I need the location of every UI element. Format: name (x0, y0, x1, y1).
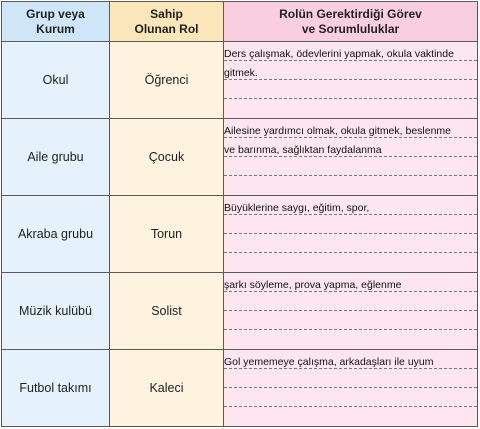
role-cell: Solist (110, 273, 224, 350)
duties-cell (224, 119, 478, 196)
group-cell: Futbol takımı (2, 350, 110, 427)
answer-line[interactable] (224, 80, 477, 99)
answer-line[interactable]: şarkı söyleme, prova yapma, eğlenme (224, 273, 477, 292)
duties-cell (224, 42, 478, 119)
group-cell: Aile grubu (2, 119, 110, 196)
role-cell: Torun (110, 196, 224, 273)
role-cell: Çocuk (110, 119, 224, 196)
header-duties-line: Rolün Gerektirdiği Görev (279, 6, 422, 21)
duties-cell (224, 273, 478, 350)
answer-line[interactable] (224, 215, 477, 234)
answer-line[interactable]: ve barınma, sağlıktan faydalanma (224, 138, 477, 157)
answer-line[interactable]: Gol yememeye çalışma, arkadaşları ile uyum (224, 350, 477, 369)
answer-line[interactable] (224, 388, 477, 407)
duties-cell (224, 196, 478, 273)
answer-line[interactable] (224, 311, 477, 330)
table-row (2, 196, 478, 273)
answer-line[interactable] (224, 234, 477, 253)
answer-line[interactable] (224, 292, 477, 311)
answer-line[interactable] (224, 157, 477, 176)
header-role (110, 2, 224, 42)
answer-line[interactable]: gitmek. (224, 61, 477, 80)
header-group-line: Kurum (36, 21, 75, 36)
table-row (2, 350, 478, 427)
header-row (2, 2, 478, 42)
table-row (2, 273, 478, 350)
roles-table (1, 1, 478, 427)
header-role-line: Olunan Rol (134, 21, 199, 36)
header-group-line: Grup veya (26, 6, 85, 21)
group-cell: Müzik kulübü (2, 273, 110, 350)
table-row (2, 119, 478, 196)
header-duties-line: ve Sorumluluklar (301, 21, 400, 36)
group-cell: Okul (2, 42, 110, 119)
answer-line[interactable]: Ders çalışmak, ödevlerini yapmak, okula vaktinde (224, 42, 477, 61)
header-group (2, 2, 110, 42)
header-duties (224, 2, 478, 42)
header-role-line: Sahip (150, 6, 183, 21)
role-cell: Kaleci (110, 350, 224, 427)
table-row (2, 42, 478, 119)
answer-line[interactable] (224, 369, 477, 388)
answer-line[interactable]: Ailesine yardımcı olmak, okula gitmek, beslenme (224, 119, 477, 138)
duties-cell (224, 350, 478, 427)
group-cell: Akraba grubu (2, 196, 110, 273)
role-cell: Öğrenci (110, 42, 224, 119)
answer-line[interactable]: Büyüklerine saygı, eğitim, spor, (224, 196, 477, 215)
